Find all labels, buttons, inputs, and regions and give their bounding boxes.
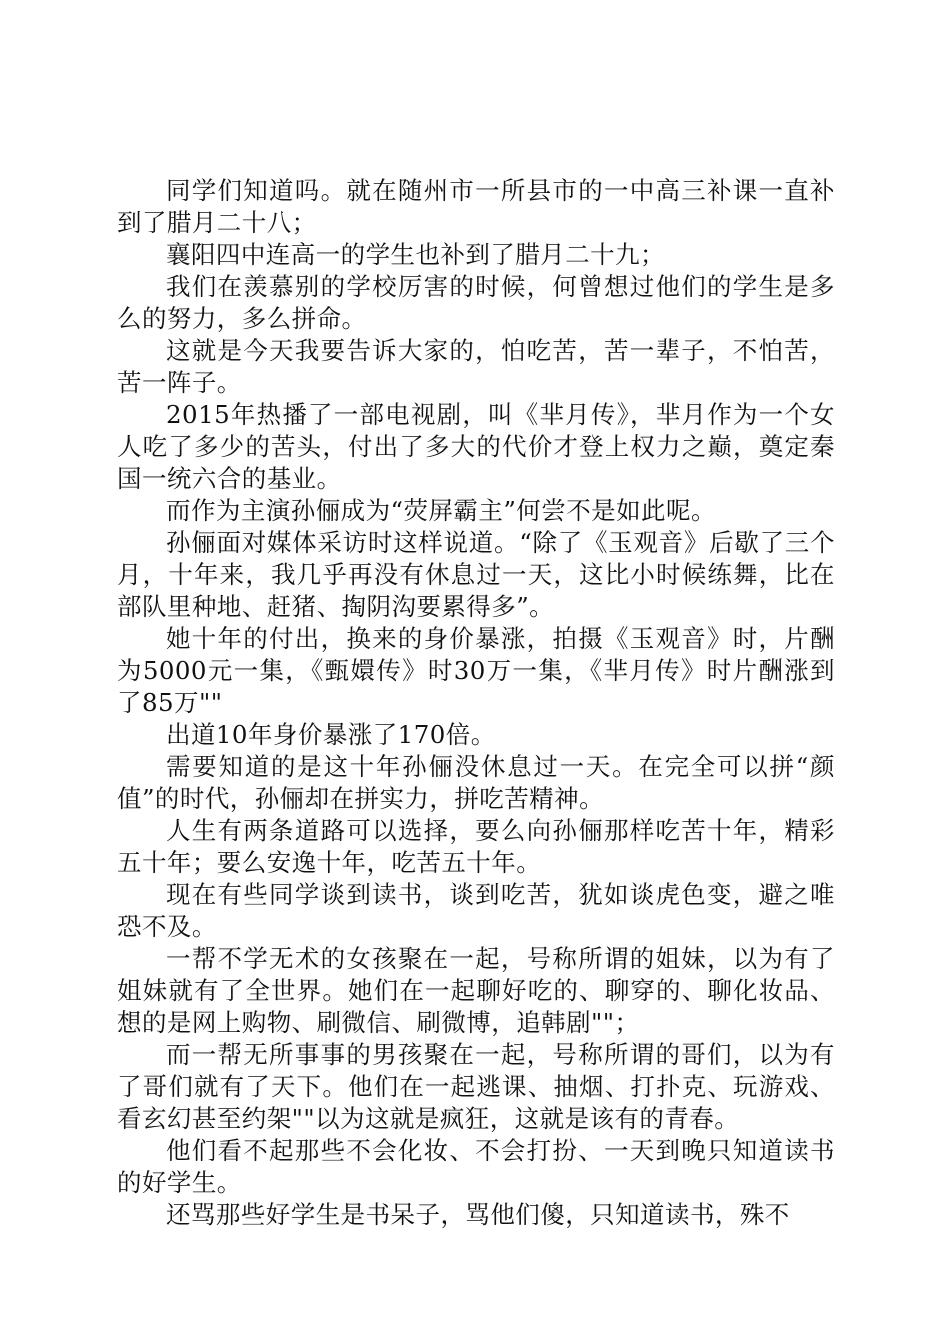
paragraph-16: 还骂那些好学生是书呆子，骂他们傻，只知道读书，殊不: [166, 1200, 790, 1229]
paragraph-10: 需要知道的是这十年孙俪没休息过一天。在完全可以拼“颜值”的时代，孙俪却在拼实力，拼吃苦精神。: [117, 752, 835, 813]
paragraph-12: 现在有些同学谈到读书，谈到吃苦，犹如谈虎色变，避之唯恐不及。: [117, 880, 835, 941]
paragraph-5: 2015年热播了一部电视剧，叫《芈月传》，芈月作为一个女人吃了多少的苦头，付出了多大的代价才登上权力之巅，奠定秦国一统六合的基业。: [117, 400, 835, 493]
paragraph-4: 这就是今天我要告诉大家的，怕吃苦，苦一辈子，不怕苦，苦一阵子。: [117, 336, 835, 397]
paragraph-9: 出道10年身价暴涨了170倍。: [166, 720, 496, 749]
document-body: [117, 175, 835, 1231]
paragraph-8: 她十年的付出，换来的身价暴涨，拍摄《玉观音》时，片酬为5000元一集，《甄嬛传》时30万一集，《芈月传》时片酬涨到了85万"": [117, 624, 835, 717]
paragraph-6: 而作为主演孙俪成为“荧屏霸主”何尝不是如此呢。: [166, 496, 716, 525]
paragraph-1: 同学们知道吗。就在随州市一所县市的一中高三补课一直补到了腊月二十八；: [117, 176, 835, 237]
paragraph-2: 襄阳四中连高一的学生也补到了腊月二十九；: [166, 240, 665, 269]
paragraph-13: 一帮不学无术的女孩聚在一起，号称所谓的姐妹，以为有了姐妹就有了全世界。她们在一起聊好吃的、聊穿的、聊化妆品、想的是网上购物、刷微信、刷微博，追韩剧""；: [117, 944, 835, 1037]
paragraph-14: 而一帮无所事事的男孩聚在一起，号称所谓的哥们，以为有了哥们就有了天下。他们在一起逃课、抽烟、打扑克、玩游戏、看玄幻甚至约架""以为这就是疯狂，这就是该有的青春。: [117, 1040, 835, 1133]
paragraph-7: 孙俪面对媒体采访时这样说道。“除了《玉观音》后歇了三个月，十年来，我几乎再没有休息过一天，这比小时候练舞，比在部队里种地、赶猪、掏阴沟要累得多”。: [117, 528, 835, 621]
paragraph-15: 他们看不起那些不会化妆、不会打扮、一天到晚只知道读书的好学生。: [117, 1136, 835, 1197]
paragraph-11: 人生有两条道路可以选择，要么向孙俪那样吃苦十年，精彩五十年；要么安逸十年，吃苦五十年。: [117, 816, 835, 877]
paragraph-3: 我们在羡慕别的学校厉害的时候，何曾想过他们的学生是多么的努力，多么拼命。: [117, 272, 835, 333]
